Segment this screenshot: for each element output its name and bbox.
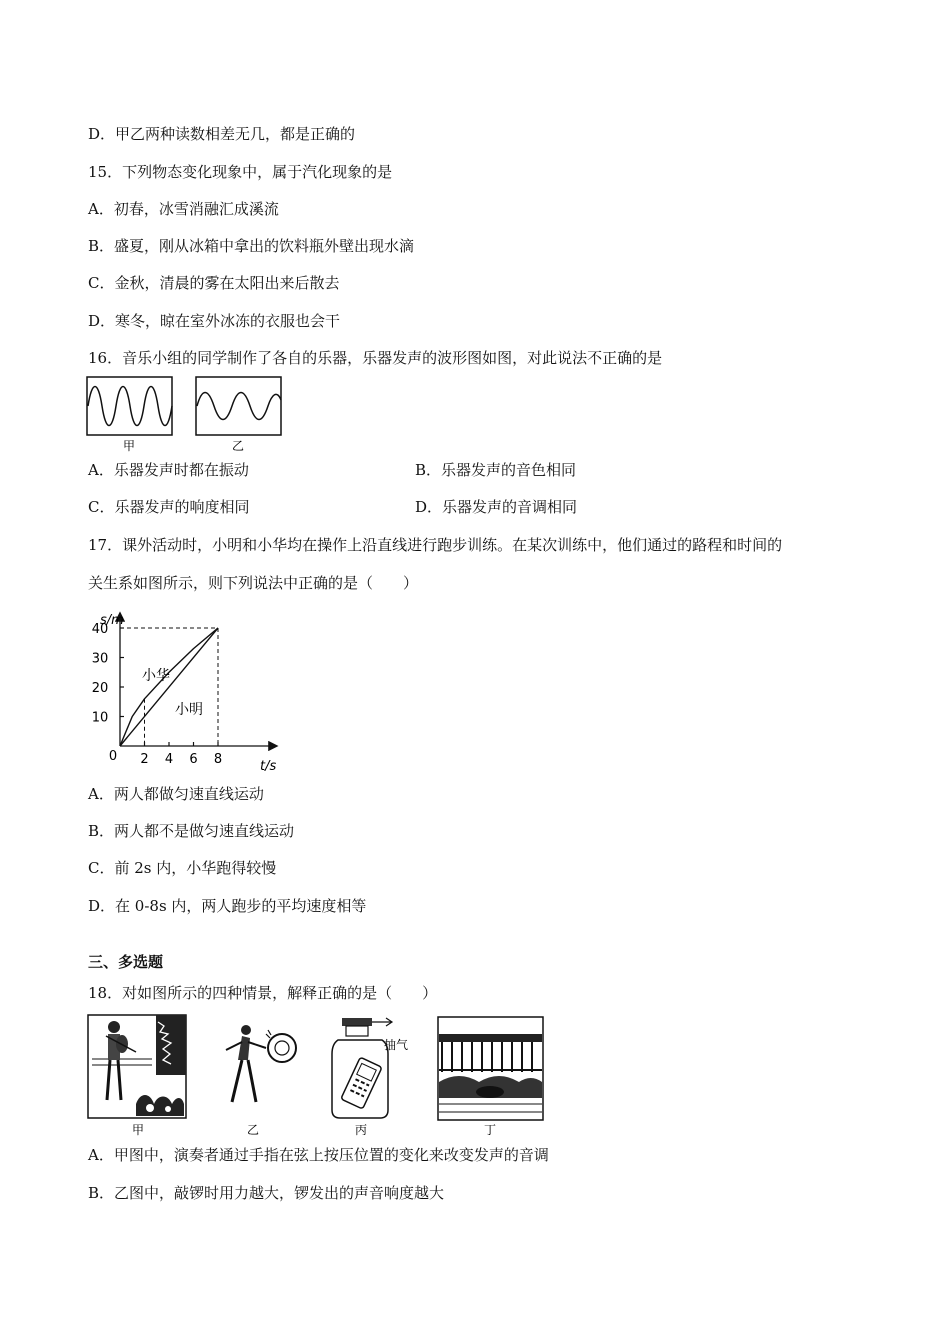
q16-stem: 16．音乐小组的同学制作了各自的乐器，乐器发声的波形图如图，对此说法不正确的是 xyxy=(88,349,663,367)
picture-jia-violinist xyxy=(88,1015,186,1118)
q18-figure xyxy=(86,1012,548,1136)
chart-x-tick-label: 6 xyxy=(189,752,198,767)
q18-option-b: B．乙图中，敲锣时用力越大，锣发出的声音响度越大 xyxy=(88,1184,445,1202)
waveform-yi-wave xyxy=(197,393,281,420)
q18-option-a: A．甲图中，演奏者通过手指在弦上按压位置的变化来改变发声的音调 xyxy=(88,1146,549,1164)
q17-stem-line-1: 17．课外活动时，小明和小华均在操作上沿直线进行跑步训练。在某次训练中，他们通过的路程和时间的 xyxy=(88,536,783,554)
chart-origin-label: 0 xyxy=(108,749,118,764)
q17-option-d: D．在 0-8s 内，两人跑步的平均速度相等 xyxy=(88,897,367,915)
q15-option-d: D．寒冬，晾在室外冰冻的衣服也会干 xyxy=(88,312,341,330)
q15-option-c: C．金秋，清晨的雾在太阳出来后散去 xyxy=(88,274,340,292)
q15-option-b: B．盛夏，刚从冰箱中拿出的饮料瓶外壁出现水滴 xyxy=(88,237,415,255)
q14-option-d: D．甲乙两种读数相差无几，都是正确的 xyxy=(88,125,356,143)
chart-series-label-huahua: 小华 xyxy=(142,668,170,684)
distance-time-chart xyxy=(80,602,300,778)
q18-stem: 18．对如图所示的四种情景，解释正确的是（ ） xyxy=(88,984,438,1002)
q16-option-a: A．乐器发声时都在振动 xyxy=(88,461,249,479)
q16-option-b: B．乐器发声的音色相同 xyxy=(415,461,577,479)
waveform-jia-wave xyxy=(88,387,172,426)
picture-label-jia: 甲 xyxy=(131,1123,145,1136)
picture-bing-pump-label: 抽气 xyxy=(384,1038,409,1052)
picture-label-bing: 丙 xyxy=(354,1123,368,1136)
chart-x-tick-label: 2 xyxy=(140,752,149,767)
chart-y-axis-label: s/m xyxy=(100,613,124,628)
chart-series-line xyxy=(120,628,218,746)
chart-x-tick-label: 8 xyxy=(213,752,223,767)
q16-option-d: D．乐器发声的音调相同 xyxy=(415,498,578,516)
chart-y-tick-label: 10 xyxy=(91,710,109,726)
waveform-label-yi: 乙 xyxy=(231,439,245,453)
picture-yi-gong-player xyxy=(226,1025,296,1102)
picture-label-yi: 乙 xyxy=(246,1123,260,1136)
chart-x-axis-label: t/s xyxy=(260,759,277,774)
chart-x-tick-label: 4 xyxy=(164,752,174,767)
chart-series-label-ming: 小明 xyxy=(175,702,203,718)
chart-y-tick-label: 20 xyxy=(91,681,109,696)
chart-y-tick-label: 30 xyxy=(91,651,109,667)
q16-option-c: C．乐器发声的响度相同 xyxy=(88,498,250,516)
chart-y-tick-label: 40 xyxy=(91,622,109,637)
q17-option-a: A．两人都做匀速直线运动 xyxy=(88,785,264,803)
section-3-heading: 三、多选题 xyxy=(88,953,164,971)
q17-stem-line-2: 关生系如图所示，则下列说法中正确的是（ ） xyxy=(88,574,419,592)
picture-bing-vacuum-jar xyxy=(332,1018,408,1118)
q17-option-b: B．两人都不是做匀速直线运动 xyxy=(88,822,295,840)
picture-label-ding: 丁 xyxy=(483,1123,497,1136)
q15-stem: 15．下列物态变化现象中，属于汽化现象的是 xyxy=(88,163,393,181)
waveform-label-jia: 甲 xyxy=(122,439,136,453)
picture-ding-street-scene xyxy=(438,1017,543,1120)
q15-option-a: A．初春，冰雪消融汇成溪流 xyxy=(88,200,279,218)
q17-option-c: C．前 2s 内，小华跑得较慢 xyxy=(88,859,277,877)
waveform-figure xyxy=(86,376,286,454)
